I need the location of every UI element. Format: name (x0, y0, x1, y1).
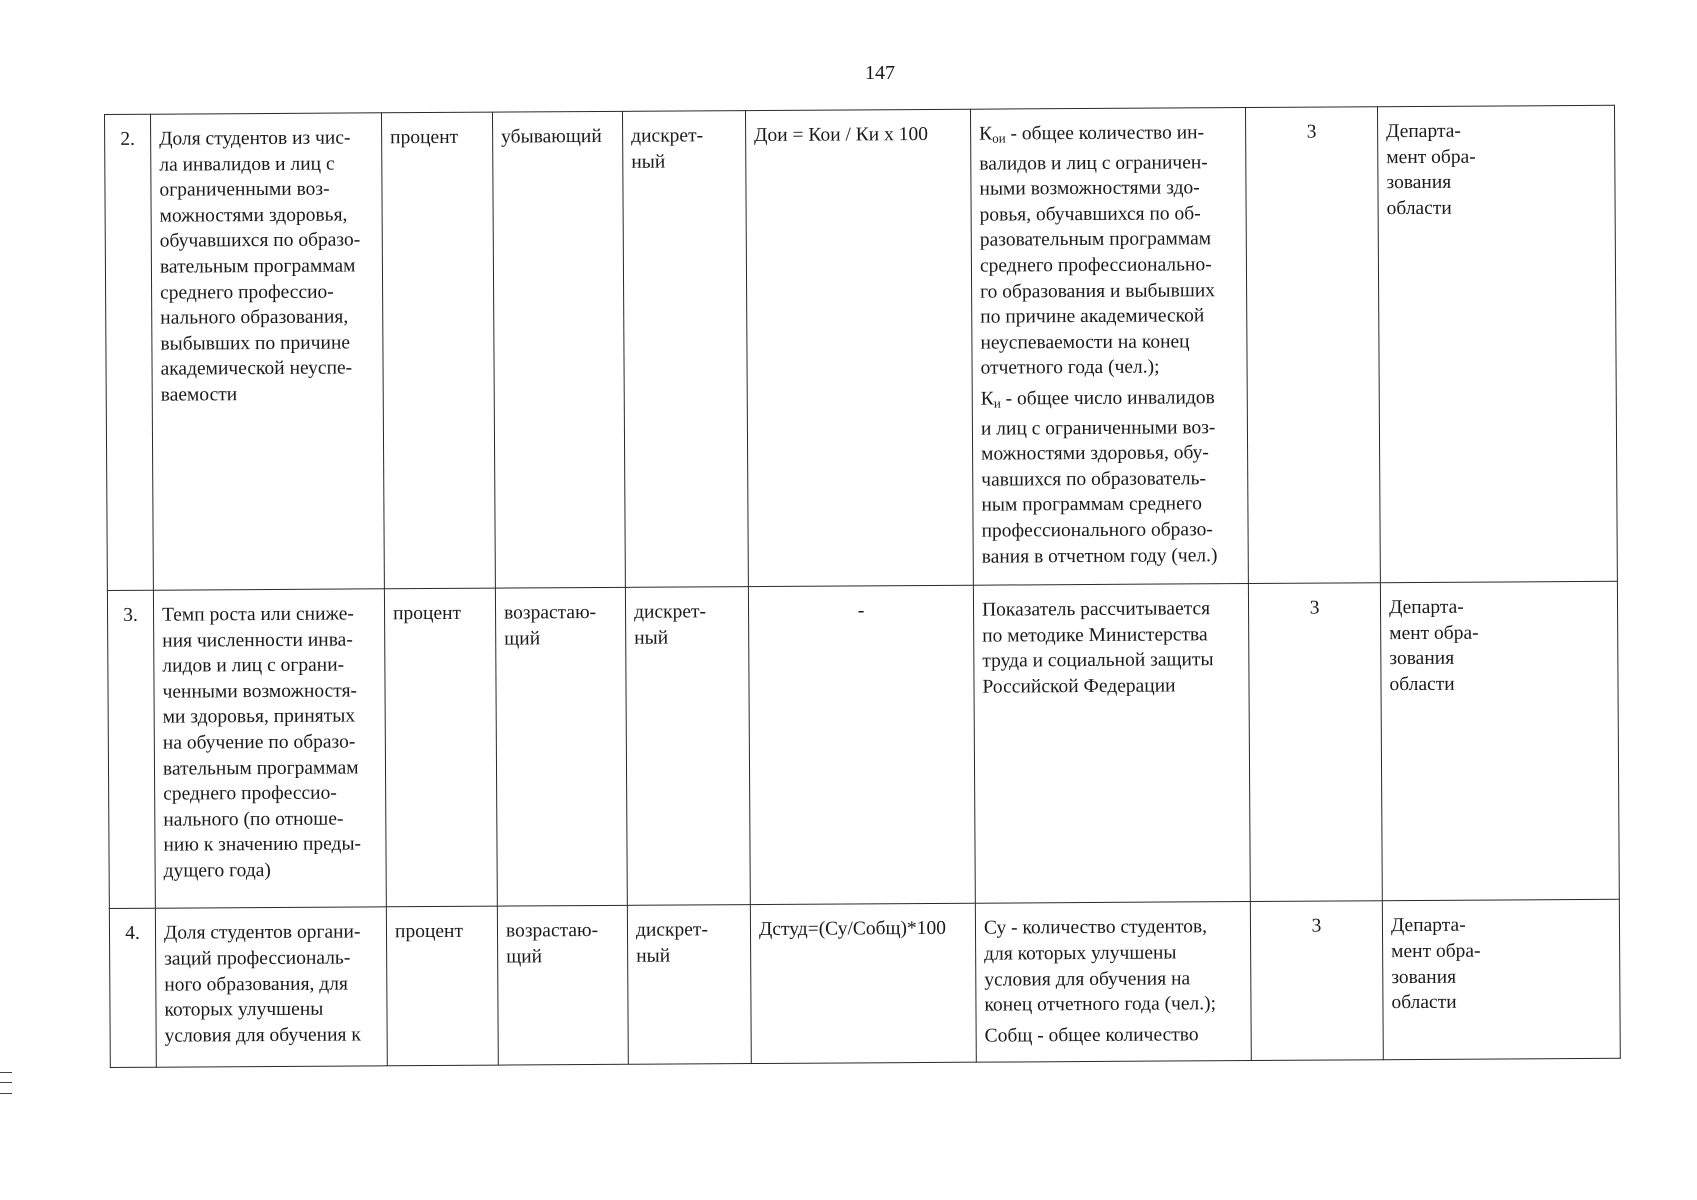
direction-cell (497, 906, 628, 1065)
text-line: ными возможностями здо- (979, 177, 1200, 200)
page-number: 147 (865, 62, 895, 84)
text-line: области (1386, 197, 1452, 219)
text-line: ограниченными воз- (159, 178, 330, 201)
value-cell: 3 (1250, 901, 1383, 1060)
variable-definition: Собщ - общее количество (984, 1024, 1199, 1047)
variable-definition (979, 120, 1239, 382)
text-line: Российской Федерации (982, 675, 1176, 698)
table-row (105, 105, 1618, 590)
text-line: ми здоровья, принятых (162, 705, 356, 729)
direction-cell: убывающий (492, 111, 625, 588)
text-line: отчетного года (чел.); (980, 356, 1160, 379)
text-line: по причине академической (980, 305, 1205, 328)
text-line: вательным программам (159, 255, 356, 278)
text-line: условия для обучения к (164, 1024, 361, 1047)
text-line: возрастаю- (503, 602, 597, 624)
text-line: щий (506, 946, 543, 968)
text-line: валидов и лиц с ограничен- (979, 151, 1208, 175)
text-line: заций профессиональ- (164, 947, 351, 970)
formula-cell: Дои = Кои / Ки х 100 (745, 109, 973, 586)
text-line: академической неуспе- (160, 357, 353, 381)
variable-symbol: К (979, 123, 993, 145)
text-line: ния численности инва- (162, 629, 353, 652)
responsible-cell (1377, 105, 1617, 582)
text-line: которых улучшены (164, 998, 324, 1021)
text-line: ный (634, 627, 669, 649)
method-cell (973, 584, 1250, 904)
text-line: щий (504, 627, 541, 650)
text-line: Темп роста или сниже- (161, 603, 354, 626)
direction-cell (495, 587, 627, 906)
text-line: ным программам среднего (981, 493, 1203, 516)
text-line: Су - количество студентов, (983, 916, 1208, 939)
text-line: Департа- (1388, 596, 1464, 619)
text-line: ный (636, 945, 671, 967)
text-line: можностями здоровья, (159, 204, 348, 227)
text-line: ного образования, для (164, 973, 348, 996)
text-line: выбывших по причине (160, 332, 351, 355)
text-line: вательным программам (162, 757, 359, 780)
text-line: мент обра- (1389, 622, 1479, 644)
text-line: зования (1391, 966, 1457, 988)
text-line: зования (1389, 647, 1455, 670)
text-line: области (1391, 991, 1457, 1014)
text-line: - общее количество ин- (1005, 122, 1205, 145)
text-line: го образования и выбывших (980, 279, 1216, 303)
text-line: дискрет- (633, 601, 707, 623)
text-line: дискрет- (635, 919, 708, 942)
text-line: зования (1386, 171, 1452, 194)
text-line: нального (по отноше- (163, 808, 344, 831)
text-line: ваемости (160, 384, 238, 406)
text-line: разовательным программам (979, 228, 1212, 252)
text-line: Департа- (1390, 915, 1466, 937)
scan-edge-marks (0, 1072, 12, 1094)
text-line: условия для обучения на (984, 967, 1191, 991)
value-cell: 3 (1245, 107, 1380, 584)
text-line: Доля студентов из чис- (159, 127, 351, 150)
text-line: можностями здоровья, обу- (981, 442, 1209, 465)
indicator-name (155, 907, 387, 1067)
text-line: неуспеваемости на конец (980, 331, 1190, 354)
text-line: профессионального образо- (981, 519, 1213, 542)
text-line: ровья, обучавшихся по об- (979, 203, 1201, 226)
text-line: мент обра- (1391, 940, 1481, 963)
text-line: Департа- (1386, 120, 1461, 143)
table-row (107, 581, 1619, 909)
variable-definition (984, 914, 1243, 1018)
variables-cell (970, 108, 1248, 586)
indicator-name (153, 589, 386, 909)
text-line: среднего профессио- (163, 782, 337, 805)
value-cell: 3 (1248, 583, 1382, 902)
unit-cell: процент (381, 112, 495, 589)
variables-cell (975, 902, 1251, 1062)
text-line: ченными возможностя- (162, 680, 358, 703)
text-line: дискрет- (631, 125, 704, 147)
text-line: среднего профессионально- (979, 254, 1212, 277)
text-line: для которых улучшены (984, 942, 1177, 965)
text-line: возрастаю- (505, 920, 599, 942)
text-line: по методике Министерства (982, 623, 1208, 647)
text-line: вания в отчетном году (чел.) (981, 544, 1218, 568)
text-line: обучавшихся по образо- (159, 229, 361, 253)
text-line: лидов и лиц с ограни- (162, 654, 345, 677)
text-line: - общее число инвалидов (1000, 387, 1215, 410)
row-number: 2. (105, 114, 154, 590)
variable-symbol: К (980, 388, 994, 410)
indicators-table (104, 105, 1621, 1068)
text-line: труда и социальной защиты (982, 649, 1214, 672)
responsible-cell (1382, 900, 1620, 1060)
text-line: Доля студентов органи- (163, 921, 361, 944)
row-number: 3. (107, 590, 155, 909)
variable-subscript: ои (992, 130, 1006, 146)
type-cell (627, 905, 751, 1064)
responsible-cell (1380, 581, 1619, 901)
text-line: чавшихся по образователь- (981, 467, 1206, 491)
formula-cell: - (748, 585, 975, 905)
table-row (109, 900, 1620, 1068)
text-line: нального образования, (160, 306, 349, 329)
unit-cell: процент (384, 588, 497, 907)
text-line: и лиц с ограниченными воз- (980, 416, 1216, 440)
text-line: нию к значению преды- (163, 833, 362, 857)
text-line: ный (631, 151, 666, 173)
indicator-name (151, 113, 385, 590)
variable-definition (981, 385, 1240, 570)
text-line: на обучение по образо- (162, 731, 356, 754)
text-line: среднего профессио- (160, 281, 334, 304)
type-cell (622, 111, 748, 588)
variable-subscript: и (993, 395, 1001, 411)
text-line: области (1389, 673, 1455, 695)
text-line: ла инвалидов и лиц с (159, 153, 335, 176)
type-cell (625, 587, 750, 906)
text-line: дущего года) (163, 859, 271, 882)
text-line: мент обра- (1386, 146, 1476, 168)
text-line: Показатель рассчитывается (981, 598, 1211, 621)
formula-cell: Дстуд=(Су/Собщ)*100 (750, 904, 976, 1064)
text-line: конец отчетного года (чел.); (984, 993, 1217, 1016)
row-number: 4. (109, 909, 156, 1068)
unit-cell: процент (386, 906, 498, 1065)
